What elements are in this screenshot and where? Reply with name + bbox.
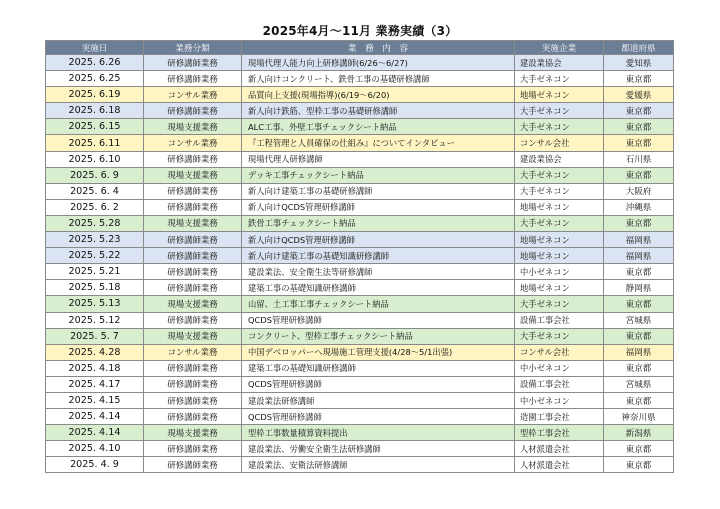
- date-cell: 2025. 4.28: [46, 344, 144, 360]
- table-row: [46, 457, 674, 473]
- category-cell: コンサル業務: [144, 135, 242, 151]
- prefecture-cell: 東京都: [604, 264, 674, 280]
- date-cell: 2025. 6.10: [46, 151, 144, 167]
- table-row: [46, 328, 674, 344]
- page-title: 2025年4月～11月 業務実績（3）: [262, 24, 458, 38]
- prefecture-cell: 愛知県: [604, 55, 674, 71]
- date-cell: 2025. 4. 9: [46, 457, 144, 473]
- column-header-company: 実施企業: [515, 41, 604, 55]
- category-cell: 現場支援業務: [144, 119, 242, 135]
- prefecture-cell: 福岡県: [604, 248, 674, 264]
- content-cell: コンクリート、型枠工事チェックシート納品: [242, 328, 515, 344]
- date-cell: 2025. 5.21: [46, 264, 144, 280]
- category-cell: 現場支援業務: [144, 328, 242, 344]
- company-cell: 型枠工事会社: [515, 425, 604, 441]
- content-cell: 新人向けコンクリート、鉄骨工事の基礎研修講師: [242, 71, 515, 87]
- company-cell: 中小ゼネコン: [515, 360, 604, 376]
- company-cell: 地場ゼネコン: [515, 248, 604, 264]
- company-cell: 人材派遣会社: [515, 457, 604, 473]
- column-header-prefecture: 都道府県: [604, 41, 674, 55]
- table-row: [46, 232, 674, 248]
- prefecture-cell: 神奈川県: [604, 409, 674, 425]
- table-row: [46, 55, 674, 71]
- company-cell: 中小ゼネコン: [515, 392, 604, 408]
- date-cell: 2025. 6.15: [46, 119, 144, 135]
- company-cell: 地場ゼネコン: [515, 87, 604, 103]
- date-cell: 2025. 6.11: [46, 135, 144, 151]
- category-cell: コンサル業務: [144, 344, 242, 360]
- content-cell: 型枠工事数量積算資料提出: [242, 425, 515, 441]
- category-cell: 研修講師業務: [144, 457, 242, 473]
- table-row: [46, 151, 674, 167]
- date-cell: 2025. 6. 2: [46, 199, 144, 215]
- table-row: [46, 119, 674, 135]
- content-cell: QCDS管理研修講師: [242, 376, 515, 392]
- category-cell: 研修講師業務: [144, 55, 242, 71]
- content-cell: 現場代理人研修講師: [242, 151, 515, 167]
- prefecture-cell: 石川県: [604, 151, 674, 167]
- date-cell: 2025. 6.25: [46, 71, 144, 87]
- company-cell: 大手ゼネコン: [515, 119, 604, 135]
- category-cell: コンサル業務: [144, 87, 242, 103]
- content-cell: 中国デベロッパーへ現場施工管理支援(4/28～5/1出張): [242, 344, 515, 360]
- table-row: [46, 248, 674, 264]
- table-row: [46, 392, 674, 408]
- table-row: [46, 215, 674, 231]
- prefecture-cell: 東京都: [604, 103, 674, 119]
- table-header: [46, 41, 674, 55]
- category-cell: 現場支援業務: [144, 425, 242, 441]
- category-cell: 研修講師業務: [144, 248, 242, 264]
- category-cell: 現場支援業務: [144, 215, 242, 231]
- company-cell: 設備工事会社: [515, 312, 604, 328]
- company-cell: コンサル会社: [515, 135, 604, 151]
- prefecture-cell: 東京都: [604, 457, 674, 473]
- prefecture-cell: 東京都: [604, 360, 674, 376]
- table-row: [46, 135, 674, 151]
- company-cell: 大手ゼネコン: [515, 328, 604, 344]
- date-cell: 2025. 5.22: [46, 248, 144, 264]
- table-row: [46, 71, 674, 87]
- date-cell: 2025. 6. 4: [46, 183, 144, 199]
- date-cell: 2025. 4.14: [46, 409, 144, 425]
- company-cell: 設備工事会社: [515, 376, 604, 392]
- work-record-table: [45, 40, 674, 473]
- column-header-content: 業 務 内 容: [242, 41, 515, 55]
- company-cell: コンサル会社: [515, 344, 604, 360]
- category-cell: 研修講師業務: [144, 264, 242, 280]
- date-cell: 2025. 4.18: [46, 360, 144, 376]
- date-cell: 2025. 5.28: [46, 215, 144, 231]
- table-row: [46, 296, 674, 312]
- company-cell: 人材派遣会社: [515, 441, 604, 457]
- company-cell: 建設業協会: [515, 55, 604, 71]
- company-cell: 地場ゼネコン: [515, 232, 604, 248]
- date-cell: 2025. 6.19: [46, 87, 144, 103]
- table-row: [46, 87, 674, 103]
- category-cell: 研修講師業務: [144, 376, 242, 392]
- date-cell: 2025. 4.17: [46, 376, 144, 392]
- table-row: [46, 103, 674, 119]
- prefecture-cell: 東京都: [604, 441, 674, 457]
- content-cell: ALC工事、外壁工事チェックシート納品: [242, 119, 515, 135]
- table-row: [46, 199, 674, 215]
- date-cell: 2025. 5.23: [46, 232, 144, 248]
- content-cell: 新人向け鉄筋、型枠工事の基礎研修講師: [242, 103, 515, 119]
- content-cell: 品質向上支援(現場指導)(6/19～6/20): [242, 87, 515, 103]
- prefecture-cell: 東京都: [604, 296, 674, 312]
- table-row: [46, 376, 674, 392]
- prefecture-cell: 福岡県: [604, 232, 674, 248]
- company-cell: 大手ゼネコン: [515, 167, 604, 183]
- prefecture-cell: 東京都: [604, 119, 674, 135]
- table-row: [46, 360, 674, 376]
- prefecture-cell: 宮城県: [604, 312, 674, 328]
- category-cell: 研修講師業務: [144, 71, 242, 87]
- content-cell: 新人向けQCDS管理研修講師: [242, 199, 515, 215]
- content-cell: 建築工事の基礎知識研修講師: [242, 360, 515, 376]
- content-cell: 鉄骨工事チェックシート納品: [242, 215, 515, 231]
- company-cell: 大手ゼネコン: [515, 296, 604, 312]
- table-row: [46, 441, 674, 457]
- prefecture-cell: 宮城県: [604, 376, 674, 392]
- company-cell: 造園工事会社: [515, 409, 604, 425]
- prefecture-cell: 静岡県: [604, 280, 674, 296]
- date-cell: 2025. 6.26: [46, 55, 144, 71]
- table-row: [46, 425, 674, 441]
- table-row: [46, 167, 674, 183]
- company-cell: 中小ゼネコン: [515, 264, 604, 280]
- category-cell: 研修講師業務: [144, 103, 242, 119]
- content-cell: 新人向けQCDS管理研修講師: [242, 232, 515, 248]
- prefecture-cell: 沖縄県: [604, 199, 674, 215]
- table-row: [46, 280, 674, 296]
- category-cell: 現場支援業務: [144, 296, 242, 312]
- column-header-category: 業務分類: [144, 41, 242, 55]
- category-cell: 研修講師業務: [144, 441, 242, 457]
- date-cell: 2025. 5. 7: [46, 328, 144, 344]
- table-row: [46, 264, 674, 280]
- category-cell: 研修講師業務: [144, 312, 242, 328]
- content-cell: 『工程管理と人員確保の仕組み』についてインタビュー: [242, 135, 515, 151]
- table-row: [46, 344, 674, 360]
- content-cell: 建設業法、労働安全衛生法研修講師: [242, 441, 515, 457]
- table-row: [46, 409, 674, 425]
- category-cell: 研修講師業務: [144, 392, 242, 408]
- prefecture-cell: 東京都: [604, 215, 674, 231]
- prefecture-cell: 福岡県: [604, 344, 674, 360]
- prefecture-cell: 大阪府: [604, 183, 674, 199]
- category-cell: 現場支援業務: [144, 167, 242, 183]
- prefecture-cell: 東京都: [604, 392, 674, 408]
- prefecture-cell: 東京都: [604, 71, 674, 87]
- date-cell: 2025. 5.13: [46, 296, 144, 312]
- content-cell: 新人向け建築工事の基礎研修講師: [242, 183, 515, 199]
- date-cell: 2025. 4.15: [46, 392, 144, 408]
- column-header-date: 実施日: [46, 41, 144, 55]
- company-cell: 大手ゼネコン: [515, 183, 604, 199]
- prefecture-cell: 新潟県: [604, 425, 674, 441]
- content-cell: QCDS管理研修講師: [242, 312, 515, 328]
- header-row: [46, 41, 674, 55]
- content-cell: 建設業法、安全衛生法等研修講師: [242, 264, 515, 280]
- date-cell: 2025. 4.10: [46, 441, 144, 457]
- content-cell: QCDS管理研修講師: [242, 409, 515, 425]
- category-cell: 研修講師業務: [144, 360, 242, 376]
- table-body: [46, 55, 674, 473]
- prefecture-cell: 東京都: [604, 135, 674, 151]
- category-cell: 研修講師業務: [144, 409, 242, 425]
- content-cell: 現場代理人能力向上研修講師(6/26～6/27): [242, 55, 515, 71]
- company-cell: 地場ゼネコン: [515, 199, 604, 215]
- company-cell: 地場ゼネコン: [515, 280, 604, 296]
- content-cell: 建設業法研修講師: [242, 392, 515, 408]
- content-cell: 山留、土工事工事チェックシート納品: [242, 296, 515, 312]
- category-cell: 研修講師業務: [144, 151, 242, 167]
- category-cell: 研修講師業務: [144, 232, 242, 248]
- prefecture-cell: 愛媛県: [604, 87, 674, 103]
- date-cell: 2025. 6. 9: [46, 167, 144, 183]
- company-cell: 大手ゼネコン: [515, 71, 604, 87]
- category-cell: 研修講師業務: [144, 280, 242, 296]
- category-cell: 研修講師業務: [144, 199, 242, 215]
- category-cell: 研修講師業務: [144, 183, 242, 199]
- table-row: [46, 183, 674, 199]
- company-cell: 大手ゼネコン: [515, 215, 604, 231]
- date-cell: 2025. 5.18: [46, 280, 144, 296]
- content-cell: 新人向け建築工事の基礎知識研修講師: [242, 248, 515, 264]
- date-cell: 2025. 6.18: [46, 103, 144, 119]
- content-cell: 建設業法、安衛法研修講師: [242, 457, 515, 473]
- company-cell: 建設業協会: [515, 151, 604, 167]
- prefecture-cell: 東京都: [604, 167, 674, 183]
- table-row: [46, 312, 674, 328]
- company-cell: 大手ゼネコン: [515, 103, 604, 119]
- prefecture-cell: 東京都: [604, 328, 674, 344]
- content-cell: 建築工事の基礎知識研修講師: [242, 280, 515, 296]
- date-cell: 2025. 5.12: [46, 312, 144, 328]
- date-cell: 2025. 4.14: [46, 425, 144, 441]
- content-cell: デッキ工事チェックシート納品: [242, 167, 515, 183]
